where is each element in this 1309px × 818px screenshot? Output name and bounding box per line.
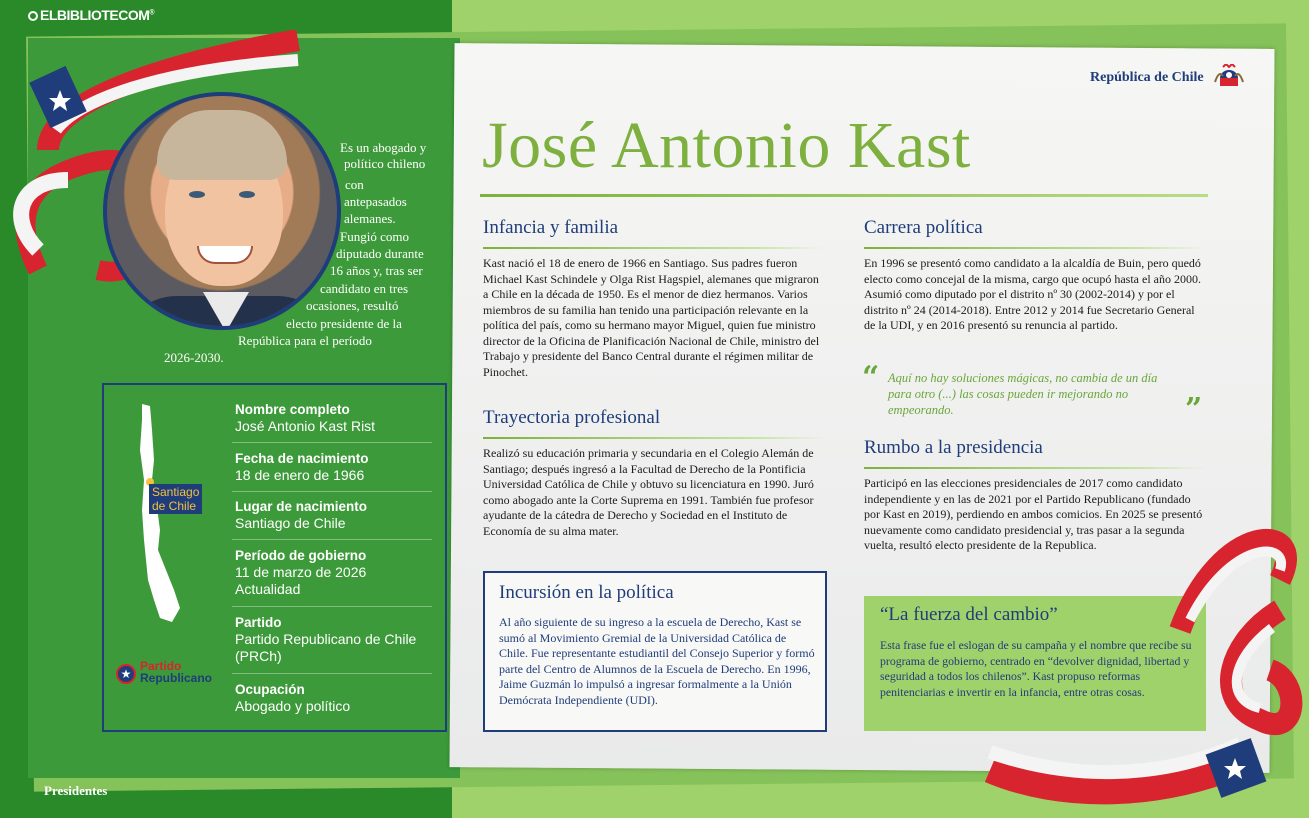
fact-value: 18 de enero de 1966 (235, 467, 365, 483)
fact-label: Ocupación (235, 682, 305, 697)
footer-label: Presidentes (44, 783, 108, 798)
intro-line: 16 años y, tras ser (330, 263, 423, 278)
divider (864, 247, 1206, 249)
party-logo-line2: Republicano (140, 671, 213, 685)
incursion-box (483, 571, 827, 732)
title-underline (480, 194, 1208, 197)
party-logo (140, 660, 212, 684)
intro-line: político chileno (344, 156, 426, 171)
map-label-santiago (149, 484, 202, 514)
pull-quote: Aquí no hay soluciones mágicas, no cambia de un día para otro (...) las cosas pueden ir mejorando no empeorando. (888, 371, 1158, 417)
flag-ribbon-bottom-right (980, 500, 1309, 818)
fact-value: Partido Republicano de Chile (PRCh) (235, 631, 417, 664)
close-quote-icon: ” (1185, 392, 1203, 427)
fact-label: Período de gobierno (235, 548, 367, 563)
intro-line: alemanes. (344, 211, 396, 226)
section-title-incursion: Incursión en la política (499, 582, 674, 603)
section-text-rumbo: Participó en las elecciones presidenciales de 2017 como candidato independiente y en las de 2021 por el Partido Republicano (fundado por Kast en 2019), perdiendo en ambos comicios. En 2025 se presentó nuevamente como candidato presidencial y, tras pasar a la segunda vuelta, resultó electo presidente de la Republica. (864, 476, 1203, 552)
section-title-rumbo: Rumbo a la presidencia (864, 437, 1043, 458)
party-star-icon: ★ (116, 664, 136, 684)
country-label: República de Chile (1090, 70, 1204, 85)
fact-value: Santiago de Chile (235, 515, 346, 531)
section-title-carrera: Carrera política (864, 217, 983, 238)
intro-line: Fungió como (340, 229, 409, 244)
fact-term (235, 547, 366, 598)
intro-line: 2026-2030. (164, 350, 224, 365)
section-text-incursion: Al año siguiente de su ingreso a la escuela de Derecho, Kast se sumó al Movimiento Gremial de la Universidad Católica de Chile. Fue representante estudiantil del Consejo Superior y formó parte del Centro de Alumnos de la Escuela de Derecho. En 1996, Jaime Guzmán lo impulsó a ingresar formalmente a la Unión Demócrata Independiente (UDI). (499, 615, 815, 707)
fact-label: Partido (235, 615, 282, 630)
fact-birth-date (235, 450, 369, 484)
portrait-photo (103, 92, 341, 330)
open-quote-icon: “ (862, 360, 880, 395)
section-text-infancia: Kast nació el 18 de enero de 1966 en Santiago. Sus padres fueron Michael Kast Schindele y Olga Rist Hagspiel, alemanes que migraron a Chile en la década de 1950. Es el menor de diez hermanos. Varios miembros de su familia han tenido una participación relevante en la política del país, como su hermano mayor Miguel, quien fue ministro director de la Oficina de Planificación Nacional de Chile, ministro del Trabajo y presidente del Banco Central durante el régimen militar de Pinochet. (483, 256, 820, 379)
section-title-fuerza: “La fuerza del cambio” (880, 604, 1058, 625)
intro-line: República para el período (238, 333, 372, 348)
intro-line: candidato en tres (320, 281, 409, 296)
intro-line: electo presidente de la (286, 316, 402, 331)
fact-value: 11 de marzo de 2026 Actualidad (235, 564, 367, 597)
section-title-trayectoria: Trayectoria profesional (483, 407, 661, 428)
divider (864, 467, 1206, 469)
fact-value: José Antonio Kast Rist (235, 418, 376, 434)
intro-line: Es un abogado y (340, 140, 427, 155)
brand-logo[interactable]: ELBIBLIOTECOM® (28, 7, 154, 23)
divider (232, 442, 432, 443)
brand-text: ELBIBLIOTECOM (40, 7, 150, 23)
section-text-trayectoria: Realizó su educación primaria y secundaria en el Colegio Alemán de Santiago; después ingresó a la Facultad de Derecho de la Pontificia Universidad Católica de Chile y obtuvo su licenciatura en 1990. Juró como abogado ante la Corte Suprema en 1991. También fue profesor ayudante de la cátedra de Derecho y Sociedad en el Instituto de Economía de su alma mater. (483, 446, 814, 538)
intro-line: con (345, 177, 364, 192)
divider (232, 491, 432, 492)
divider (483, 247, 825, 249)
fact-value: Abogado y político (235, 698, 351, 714)
fact-occupation (235, 681, 350, 715)
intro-line: diputado durante (336, 246, 424, 261)
section-text-fuerza: Esta frase fue el eslogan de su campaña y el nombre que recibe su programa de gobierno, centrado en “devolver dignidad, libertad y seguridad a todos los chilenos”. Kast propuso reformas penitenciarias e invertir en la infancia, entre otras cosas. (880, 638, 1192, 699)
divider (232, 673, 432, 674)
divider (232, 606, 432, 607)
divider (483, 437, 825, 439)
chile-map-icon (130, 400, 190, 630)
divider (232, 539, 432, 540)
fact-label: Nombre completo (235, 402, 350, 417)
map-label-text: Santiago de Chile (152, 485, 200, 513)
party-logo-line1: Partido (140, 659, 182, 673)
page-title: José Antonio Kast (482, 109, 971, 182)
fact-party (235, 614, 416, 665)
fact-full-name (235, 401, 375, 435)
brand-mark-icon (28, 11, 38, 21)
fact-label: Lugar de nacimiento (235, 499, 368, 514)
intro-line: ocasiones, resultó (306, 298, 399, 313)
fact-label: Fecha de nacimiento (235, 451, 369, 466)
fact-birth-place (235, 498, 367, 532)
section-title-infancia: Infancia y familia (483, 217, 619, 238)
coat-of-arms-icon (1213, 64, 1245, 88)
intro-line: antepasados (344, 194, 407, 209)
section-text-carrera: En 1996 se presentó como candidato a la alcaldía de Buin, pero quedó electo como concejal de la misma, cargo que ocupó hasta el año 2000. Asumió como diputado por el distrito nº 30 (2002-2014) y por el distrito nº 24 (2014-2018). Entre 2012 y 2014 fue Secretario General de la UDI, y en 2016 presentó su renuncia al partido. (864, 256, 1201, 332)
